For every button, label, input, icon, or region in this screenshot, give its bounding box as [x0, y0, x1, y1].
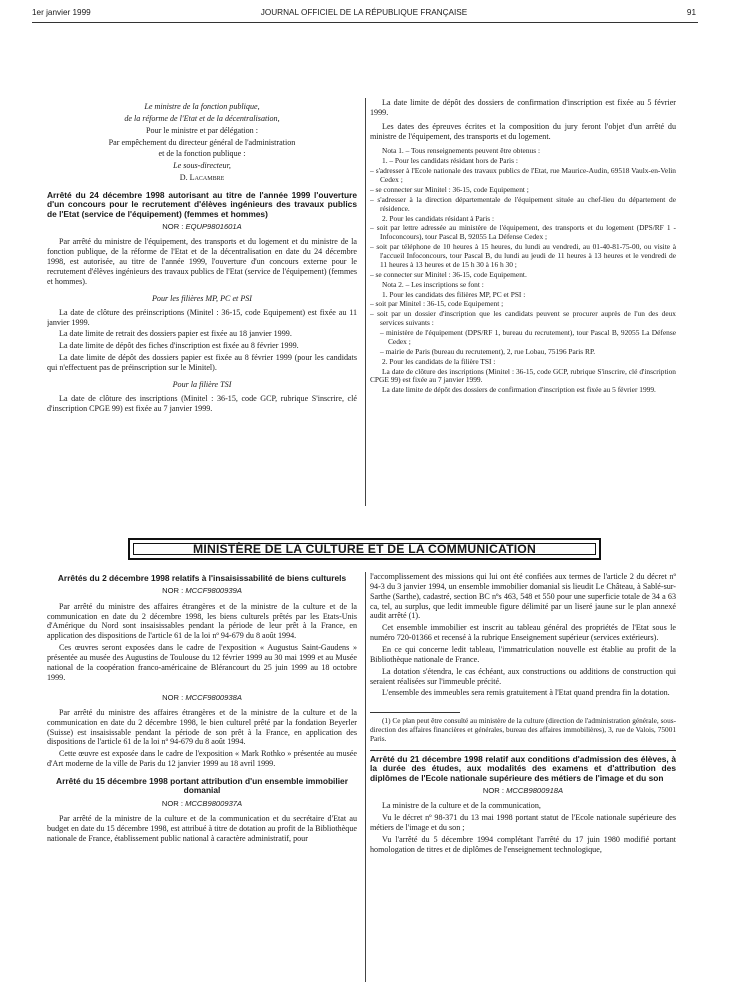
nota-item: 2. Pour les candidats de la filière TSI : [382, 356, 496, 366]
paragraph: En ce qui concerne ledit tableau, l'immatriculation nouvelle est établie au profit de la Bibliothèque nationale de France. [370, 645, 676, 664]
section-subheading: Pour les filières MP, PC et PSI [151, 293, 253, 303]
nota-item: 1. Pour les candidats des filières MP, PC et PSI : [382, 289, 526, 299]
signatory-name: D. Lacambre [179, 173, 225, 183]
nota-item: – s'adresser à l'Ecole nationale des travaux publics de l'Etat, rue Maurice-Audin, 69518 Vaulx-en-Velin Cedex ; [370, 166, 676, 185]
signature-line: et de la fonction publique : [158, 149, 246, 159]
paragraph: La date limite de dépôt des dossiers papier est fixée au 8 février 1999 (pour les candidats qui n'effectuent pas de préinscription sur le Minitel). [47, 353, 357, 372]
nota-item: 1. – Pour les candidats résidant hors de Paris : [382, 156, 518, 166]
nota-item: La date de clôture des inscriptions (Minitel : 36-15, code GCP, rubrique S'inscrire, clé d'inscription CPGE 99) est fixée au 7 janvier 1999. [370, 366, 676, 385]
nota-item: – soit par Minitel : 36-15, code Equipement ; [370, 299, 504, 309]
paragraph: Cet ensemble immobilier est inscrit au tableau général des propriétés de l'Etat sous le numéro 720-01366 et recensé à la rubrique Enseignement supérieur (services extérieurs). [370, 623, 676, 643]
paragraph: Par arrêté de la ministre de la culture et de la communication et du secrétaire d'Etat au budget en date du 15 décembre 1998, est attribué à titre de dotation au profit de la Bibliothèque nationale de France, établissement public national à caractère administratif, pour [47, 814, 357, 843]
signature-line: Par empêchement du directeur général de l'administration [108, 137, 296, 147]
page-header [32, 8, 696, 21]
paragraph: La date limite de dépôt des dossiers de confirmation d'inscription est fixée au 5 février 1999. [370, 98, 676, 117]
footnote: (1) Ce plan peut être consulté au ministère de la culture (direction de l'administration générale, sous-direction des affaires financières et générales, bureau des affaires immobilières), 3, rue de Valois, 75001 Paris. [370, 716, 676, 744]
paragraph: Vu l'arrêté du 5 décembre 1994 complétant l'arrêté du 17 juin 1980 modifié portant homologation de titres et de diplômes de l'enseignement technologique, [370, 835, 676, 854]
paragraph: Ces œuvres seront exposées dans le cadre de l'exposition « Augustus Saint-Gaudens » présentée au musée des Augustins de Toulouse du 12 février 1999 au 30 mai 1999 et au Musée national de la coopération franco-américaine de Blérancourt du 25 juin 1999 au 18 octobre 1999. [47, 643, 357, 682]
arrete-title: Arrêté du 24 décembre 1998 autorisant au titre de l'année 1999 l'ouverture d'un concours pour le recrutement d'élèves ingénieurs des travaux publics de l'Etat (service de l'équipement) (femmes et hommes) [47, 190, 357, 219]
top-left-column [47, 102, 357, 532]
nota-item: – mairie de Paris (bureau du recrutement), 2, rue Lobau, 75196 Paris RP. [380, 346, 596, 356]
paragraph: Par arrêté du ministre des affaires étrangères et de la ministre de la culture et de la communication en date du 2 décembre 1998, les biens culturels prêtés par les Etats-Unis d'Amérique du Nord sont insaisissables pendant la période de leur prêt à la France, en application des dispositions de l'article 61 de la loi nº 94-679 du 8 août 1994. [47, 601, 357, 641]
paragraph: La ministre de la culture et de la communication, [382, 801, 541, 811]
nor-reference: NOR : MCCF9800939A [162, 586, 242, 596]
header-date: 1er janvier 1999 [32, 8, 91, 17]
nota-item: – se connecter sur Minitel : 36-15, code Equipement ; [370, 184, 529, 194]
section-subheading: Pour la filière TSI [172, 379, 232, 389]
nor-reference: NOR : MCCB9800918A [482, 786, 564, 796]
nota-item: La date limite de dépôt des dossiers de confirmation d'inscription est fixée au 5 février 1999. [382, 385, 656, 395]
nota-item: – soit par téléphone de 10 heures à 15 heures, du lundi au vendredi, au 01-40-81-75-00, ou visite à l'accueil Infoconcours, tour Pascal B, du lundi au jeudi de 11 heures à 13 heures et le vendredi de 11 heures à 13 heures et de 15 h 30 à 16 h 30 ; [370, 242, 676, 269]
nota-item: – ministère de l'équipement (DPS/RF 1, bureau du recrutement), tour Pascal B, 92055 La Défense Cedex ; [380, 328, 676, 346]
paragraph: Les dates des épreuves écrites et la composition du jury feront l'objet d'un arrêté du ministre de l'équipement, des transports et du logement. [370, 121, 676, 141]
bottom-left-column [47, 572, 357, 982]
header-journal-title: JOURNAL OFFICIEL DE LA RÉPUBLIQUE FRANÇAISE [260, 8, 468, 17]
paragraph: La date limite de retrait des dossiers papier est fixée au 18 janvier 1999. [59, 329, 292, 339]
paragraph: l'accomplissement des missions qui lui ont été confiées aux termes de l'article 2 du décret nº 94-3 du 3 janvier 1994, un ensemble immobilier domanial sis lieudit Le Château, à Sablé-sur-Sarthe (Sarthe), cadastré, section BC nºs 463, 548 et 550 pour une superficie totale de 34 a 63 ca, tel, au surplus, que ledit immeuble figure délimité par un liseré jaune sur le plan annexé audit arrêté (1). [370, 572, 676, 621]
nota-item: – soit par un dossier d'inscription que les candidats peuvent se procurer auprès de l'un des deux services suivants : [370, 309, 676, 328]
section-rule [370, 750, 676, 751]
paragraph: La date de clôture des inscriptions (Minitel : 36-15, code GCP, rubrique S'inscrire, clé d'inscription CPGE 99) est fixée au 7 janvier 1999. [47, 393, 357, 413]
footnote-rule [370, 712, 460, 713]
paragraph: Par arrêté du ministre des affaires étrangères et de la ministre de la culture et de la communication en date du 2 décembre 1998, le bien culturel prêté par la fondation Beyerler (Suisse) est insaisissable pendant la période de son prêt à la France, en application des dispositions de l'article 61 de la loi nº 94-679 du 8 août 1994. [47, 707, 357, 747]
paragraph: L'ensemble des immeubles sera remis gratuitement à l'Etat quand prendra fin la dotation. [382, 688, 670, 698]
signature-line: Le sous-directeur, [173, 161, 231, 171]
nor-reference: NOR : MCCB9800937A [161, 798, 243, 808]
signature-line: de la réforme de l'Etat et de la décentralisation, [124, 113, 280, 123]
column-divider [365, 572, 366, 982]
paragraph: Cette œuvre est exposée dans le cadre de l'exposition « Mark Rothko » présentée au musée d'Art moderne de la ville de Paris du 12 janvier 1999 au 18 avril 1999. [47, 749, 357, 769]
nota-item: 2. Pour les candidats résidant à Paris : [382, 213, 495, 223]
paragraph: La date limite de dépôt des fiches d'inscription est fixée au 8 février 1999. [59, 341, 299, 351]
nota-item: – se connecter sur Minitel : 36-15, code Equipement. [370, 269, 527, 279]
nota-item: – soit par lettre adressée au ministère de l'équipement, des transports et du logement (DPS/RF 1 - Infoconcours), tour Pascal B, 92055 La Défense Cedex ; [370, 223, 676, 242]
bottom-right-column [370, 572, 676, 982]
nota-item: – s'adresser à la direction départementale de l'équipement située au chef-lieu du département de résidence. [370, 194, 676, 213]
arrete-title: Arrêté du 21 décembre 1998 relatif aux conditions d'admission des élèves, à la durée des études, aux modalités des examens et d'attribution des diplômes de l'Ecole nationale supérieure des métiers de l'image et du son [370, 753, 676, 783]
signature-line: Le ministre de la fonction publique, [144, 102, 260, 111]
header-page-number: 91 [686, 8, 696, 17]
nota-block [370, 147, 676, 395]
nor-reference: NOR : EQUP9801601A [162, 222, 242, 232]
top-right-column [370, 98, 676, 510]
paragraph: Vu le décret nº 98-371 du 13 mai 1998 portant statut de l'Ecole nationale supérieure des métiers de l'image et du son ; [370, 813, 676, 833]
nor-reference: NOR : MCCF9800938A [162, 692, 242, 702]
paragraph: Par arrêté du ministre de l'équipement, des transports et du logement et du ministre de la fonction publique, de la réforme de l'Etat et de la décentralisation en date du 24 décembre 1998, est autorisée, au titre de l'année 1999, l'ouverture d'un concours externe pour le recrutement d'élèves ingénieurs des travaux publics de l'Etat (service de l'équipement) (femmes et hommes). [47, 237, 357, 286]
ministry-banner: MINISTÈRE DE LA CULTURE ET DE LA COMMUNICATION [128, 538, 601, 560]
header-rule [32, 22, 698, 23]
nota-heading: Nota 2. – Les inscriptions se font : [382, 279, 484, 289]
signature-line: Pour le ministre et par délégation : [146, 125, 258, 135]
paragraph: La dotation s'étendra, le cas échéant, aux constructions ou additions de construction qui seraient réalisées sur l'immeuble précité. [370, 666, 676, 686]
arrete-title: Arrêtés du 2 décembre 1998 relatifs à l'insaisissabilité de biens culturels [57, 573, 347, 583]
arrete-title: Arrêté du 15 décembre 1998 portant attribution d'un ensemble immobilier domanial [56, 775, 348, 796]
paragraph: La date de clôture des préinscriptions (Minitel : 36-15, code Equipement) est fixée au 11 janvier 1999. [47, 307, 357, 327]
nota-heading: Nota 1. – Tous renseignements peuvent être obtenus : [382, 146, 541, 156]
column-divider [365, 98, 366, 506]
